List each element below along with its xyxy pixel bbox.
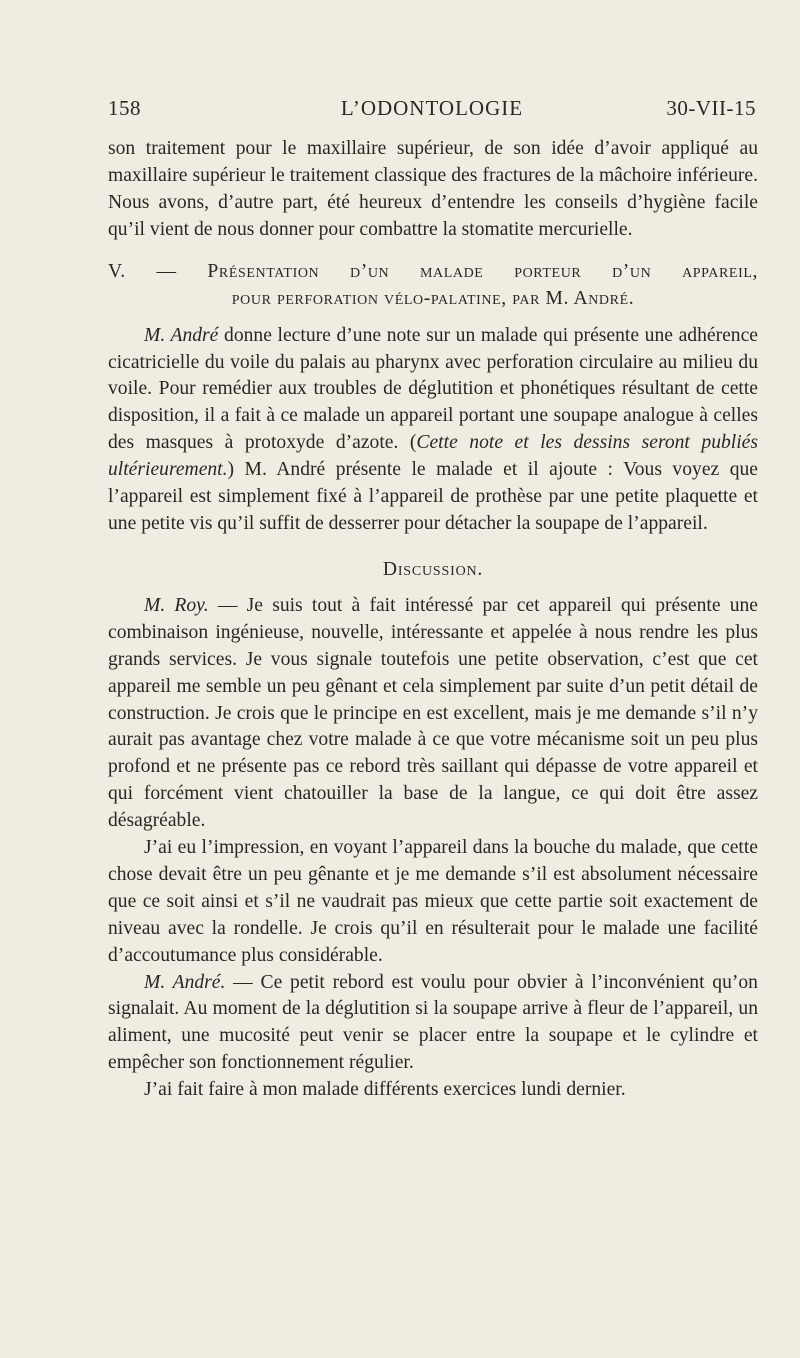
paragraph-continuation: son traitement pour le maxillaire supérieur, de son idée d’avoir appliqué au maxillaire supérieur le traitement classique des fractures de la mâchoire inférieure. Nous avons, d’autre part, été heureux d’entendre les conseils d’hygiène facile qu’il vient de nous donner pour combattre la stomatite mercurielle. <box>108 138 758 240</box>
section-title <box>108 258 758 312</box>
paragraph-andre-note <box>108 323 758 538</box>
page-header <box>108 96 756 122</box>
page-body <box>108 136 758 1104</box>
paragraph-impression: J’ai eu l’impression, en voyant l’appareil dans la bouche du malade, que cette chose devait être un peu gênante et je me demande s’il est absolument nécessaire que ce soit ainsi et s’il ne vaudrait pas mieux que cette partie soit exactement de niveau avec la rondelle. Je crois qu’il en résulterait pour le malade une facilité d’accoutumance plus considérable. <box>108 837 758 966</box>
editorial-note: Cette note et les dessins seront publiés ultérieurement. <box>108 432 758 481</box>
speaker-name: M. Roy. <box>144 594 209 616</box>
issue-date: 30-VII-15 <box>666 96 756 120</box>
paragraph-exercises: J’ai fait faire à mon malade différents exercices lundi dernier. <box>144 1079 626 1101</box>
paragraph-roy <box>108 593 758 835</box>
paragraph-text: — Je suis tout à fait intéressé par cet appareil qui présente une combinaison ingénieuse, nouvelle, intéressante et appelée à nous rendre les plus grands services. Je vous signale toutefois une petite observation, c’est que cet appareil me semble un peu gênant et cela simplement par suite d’un petit détail de construction. Je crois que le principe en est excellent, mais je me demande s’il n’y aurait pas avantage chez votre malade à ce que votre mécanisme soit un peu plus profond et ne présente pas ce rebord très saillant qui dépasse de votre appareil et qui forcément vient chatouiller la base de la langue, ce qui doit être assez désagréable. <box>108 594 758 832</box>
speaker-name: M. André. <box>144 971 226 993</box>
paragraph-text: — Ce petit rebord est voulu pour obvier à l’inconvénient qu’on signalait. Au moment de la déglutition si la soupape arrive à fleur de l’appareil, un aliment, une mucosité peut venir se placer entre la soupape et le cylindre et empêcher son fonctionnement régulier. <box>108 971 758 1074</box>
paragraph-text: donne lecture d’une note sur un malade qui présente une adhérence cicatricielle du voile du palais au pharynx avec perforation circulaire au milieu du voile. Pour remédier aux troubles de déglutition et phonétiques résultant de cette disposition, il a fait à ce malade un appareil portant une soupape analogue à celles des masques à protoxyde d’azote. ( <box>108 324 758 454</box>
section-title-line-1: V. — Présentation d’un malade porteur d’un appareil, <box>108 260 758 282</box>
section-title-line-2: pour perforation vélo-palatine, par M. André. <box>231 287 635 309</box>
discussion-heading: Discussion. <box>382 558 484 580</box>
page-number: 158 <box>108 96 141 120</box>
speaker-name: M. André <box>144 324 219 346</box>
running-title: L’ODONTOLOGIE <box>340 96 524 120</box>
paragraph-andre-reply <box>108 970 758 1078</box>
paragraph-text: ) M. André présente le malade et il ajoute : Vous voyez que l’appareil est simplement fixé à l’appareil de prothèse par une petite plaquette et une petite vis qu’il suffit de desserrer pour détacher la soupape de l’appareil. <box>108 459 758 534</box>
